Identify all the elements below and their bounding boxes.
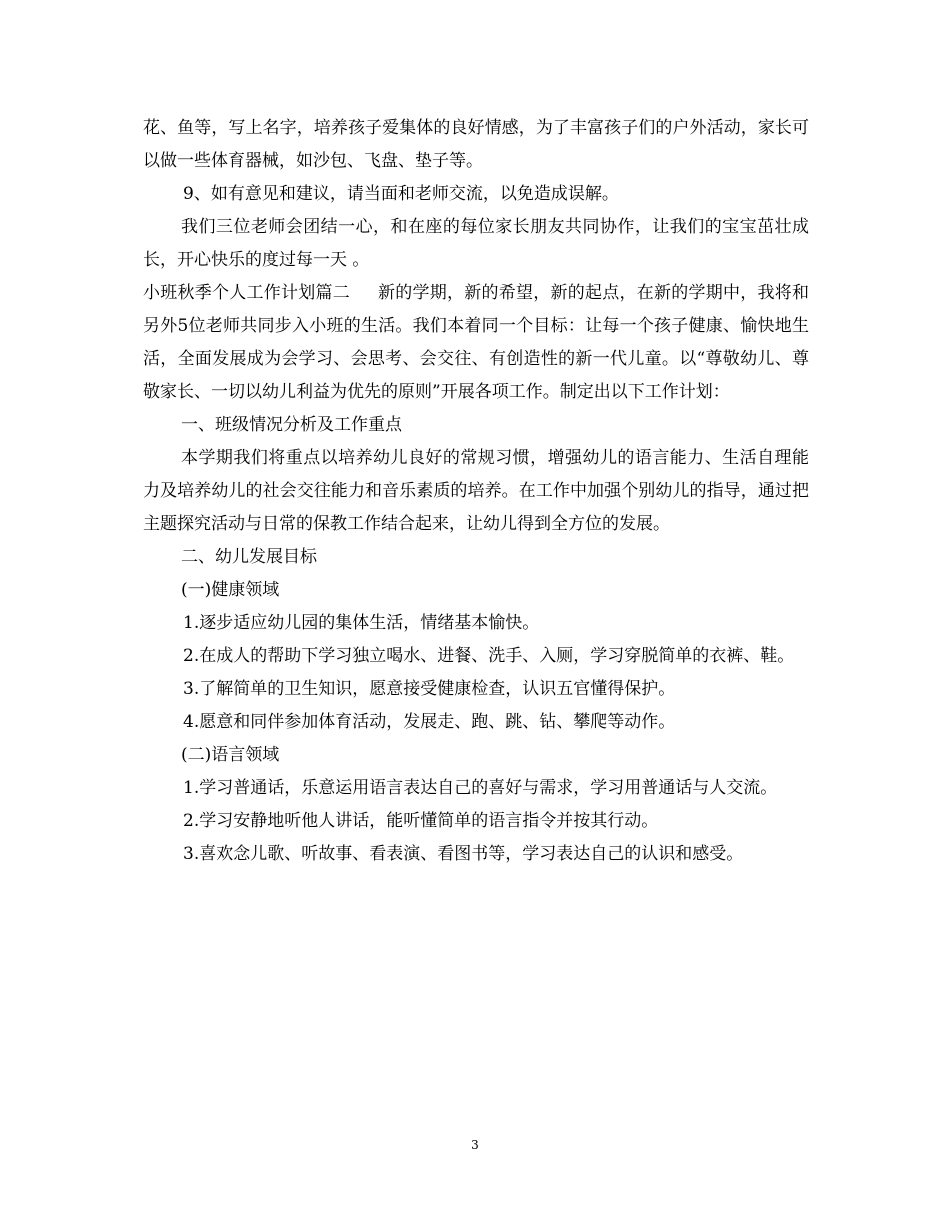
body-paragraph-7: 3.了解简单的卫生知识，愿意接受健康检查，认识五官懂得保护。 [183, 679, 676, 699]
body-paragraph-11: 2.学习安静地听他人讲话，能听懂简单的语言指令并按其行动。 [183, 811, 659, 831]
body-paragraph-4: (一)健康领域 [181, 580, 280, 600]
paragraph-1: 花、鱼等，写上名字，培养孩子爱集体的良好情感，为了丰富孩子们的户外活动，家长可以做一些体育器械，如沙包、飞盘、垫子等。 [143, 118, 809, 171]
section-heading: 小班秋季个人工作计划篇二 [143, 283, 350, 303]
body-paragraph-9: (二)语言领域 [181, 745, 280, 765]
section-intro: 新的学期，新的希望，新的起点，在新的学期中，我将和另外5位老师共同步入小班的生活。我们本着同一个目标：让每一个孩子健康、愉快地生活，全面发展成为会学习、会思考、会交往、有创造性的新一代儿童。以“尊敬幼儿、尊敬家长、一切以幼儿利益为优先的原则”开展各项工作。制定出以下工作计划： [143, 283, 809, 402]
body-paragraph-10: 1.学习普通话，乐意运用语言表达自己的喜好与需求，学习用普通话与人交流。 [183, 778, 778, 798]
paragraph-2: 9、如有意见和建议，请当面和老师交流，以免造成误解。 [183, 184, 619, 204]
body-paragraph-8: 4.愿意和同伴参加体育活动，发展走、跑、跳、钻、攀爬等动作。 [183, 712, 676, 732]
paragraph-3: 我们三位老师会团结一心，和在座的每位家长朋友共同协作，让我们的宝宝茁壮成长，开心快乐的度过每一天 。 [143, 217, 809, 270]
body-paragraph-1: 一、班级情况分析及工作重点 [181, 415, 402, 435]
page-number: 3 [471, 1138, 479, 1152]
body-paragraph-2: 本学期我们将重点以培养幼儿良好的常规习惯，增强幼儿的语言能力、生活自理能力及培养幼儿的社会交往能力和音乐素质的培养。在工作中加强个别幼儿的指导，通过把主题探究活动与日常的保教工作结合起来，让幼儿得到全方位的发展。 [143, 448, 809, 534]
body-paragraph-3: 二、幼儿发展目标 [181, 547, 317, 567]
section-heading-paragraph [143, 277, 809, 409]
body-paragraph-5: 1.逐步适应幼儿园的集体生活，情绪基本愉快。 [183, 613, 540, 633]
document-body [143, 112, 809, 871]
body-paragraph-12: 3.喜欢念儿歌、听故事、看表演、看图书等，学习表达自己的认识和感受。 [183, 844, 744, 864]
body-paragraph-6: 2.在成人的帮助下学习独立喝水、进餐、洗手、入厕，学习穿脱简单的衣裤、鞋。 [183, 646, 795, 666]
